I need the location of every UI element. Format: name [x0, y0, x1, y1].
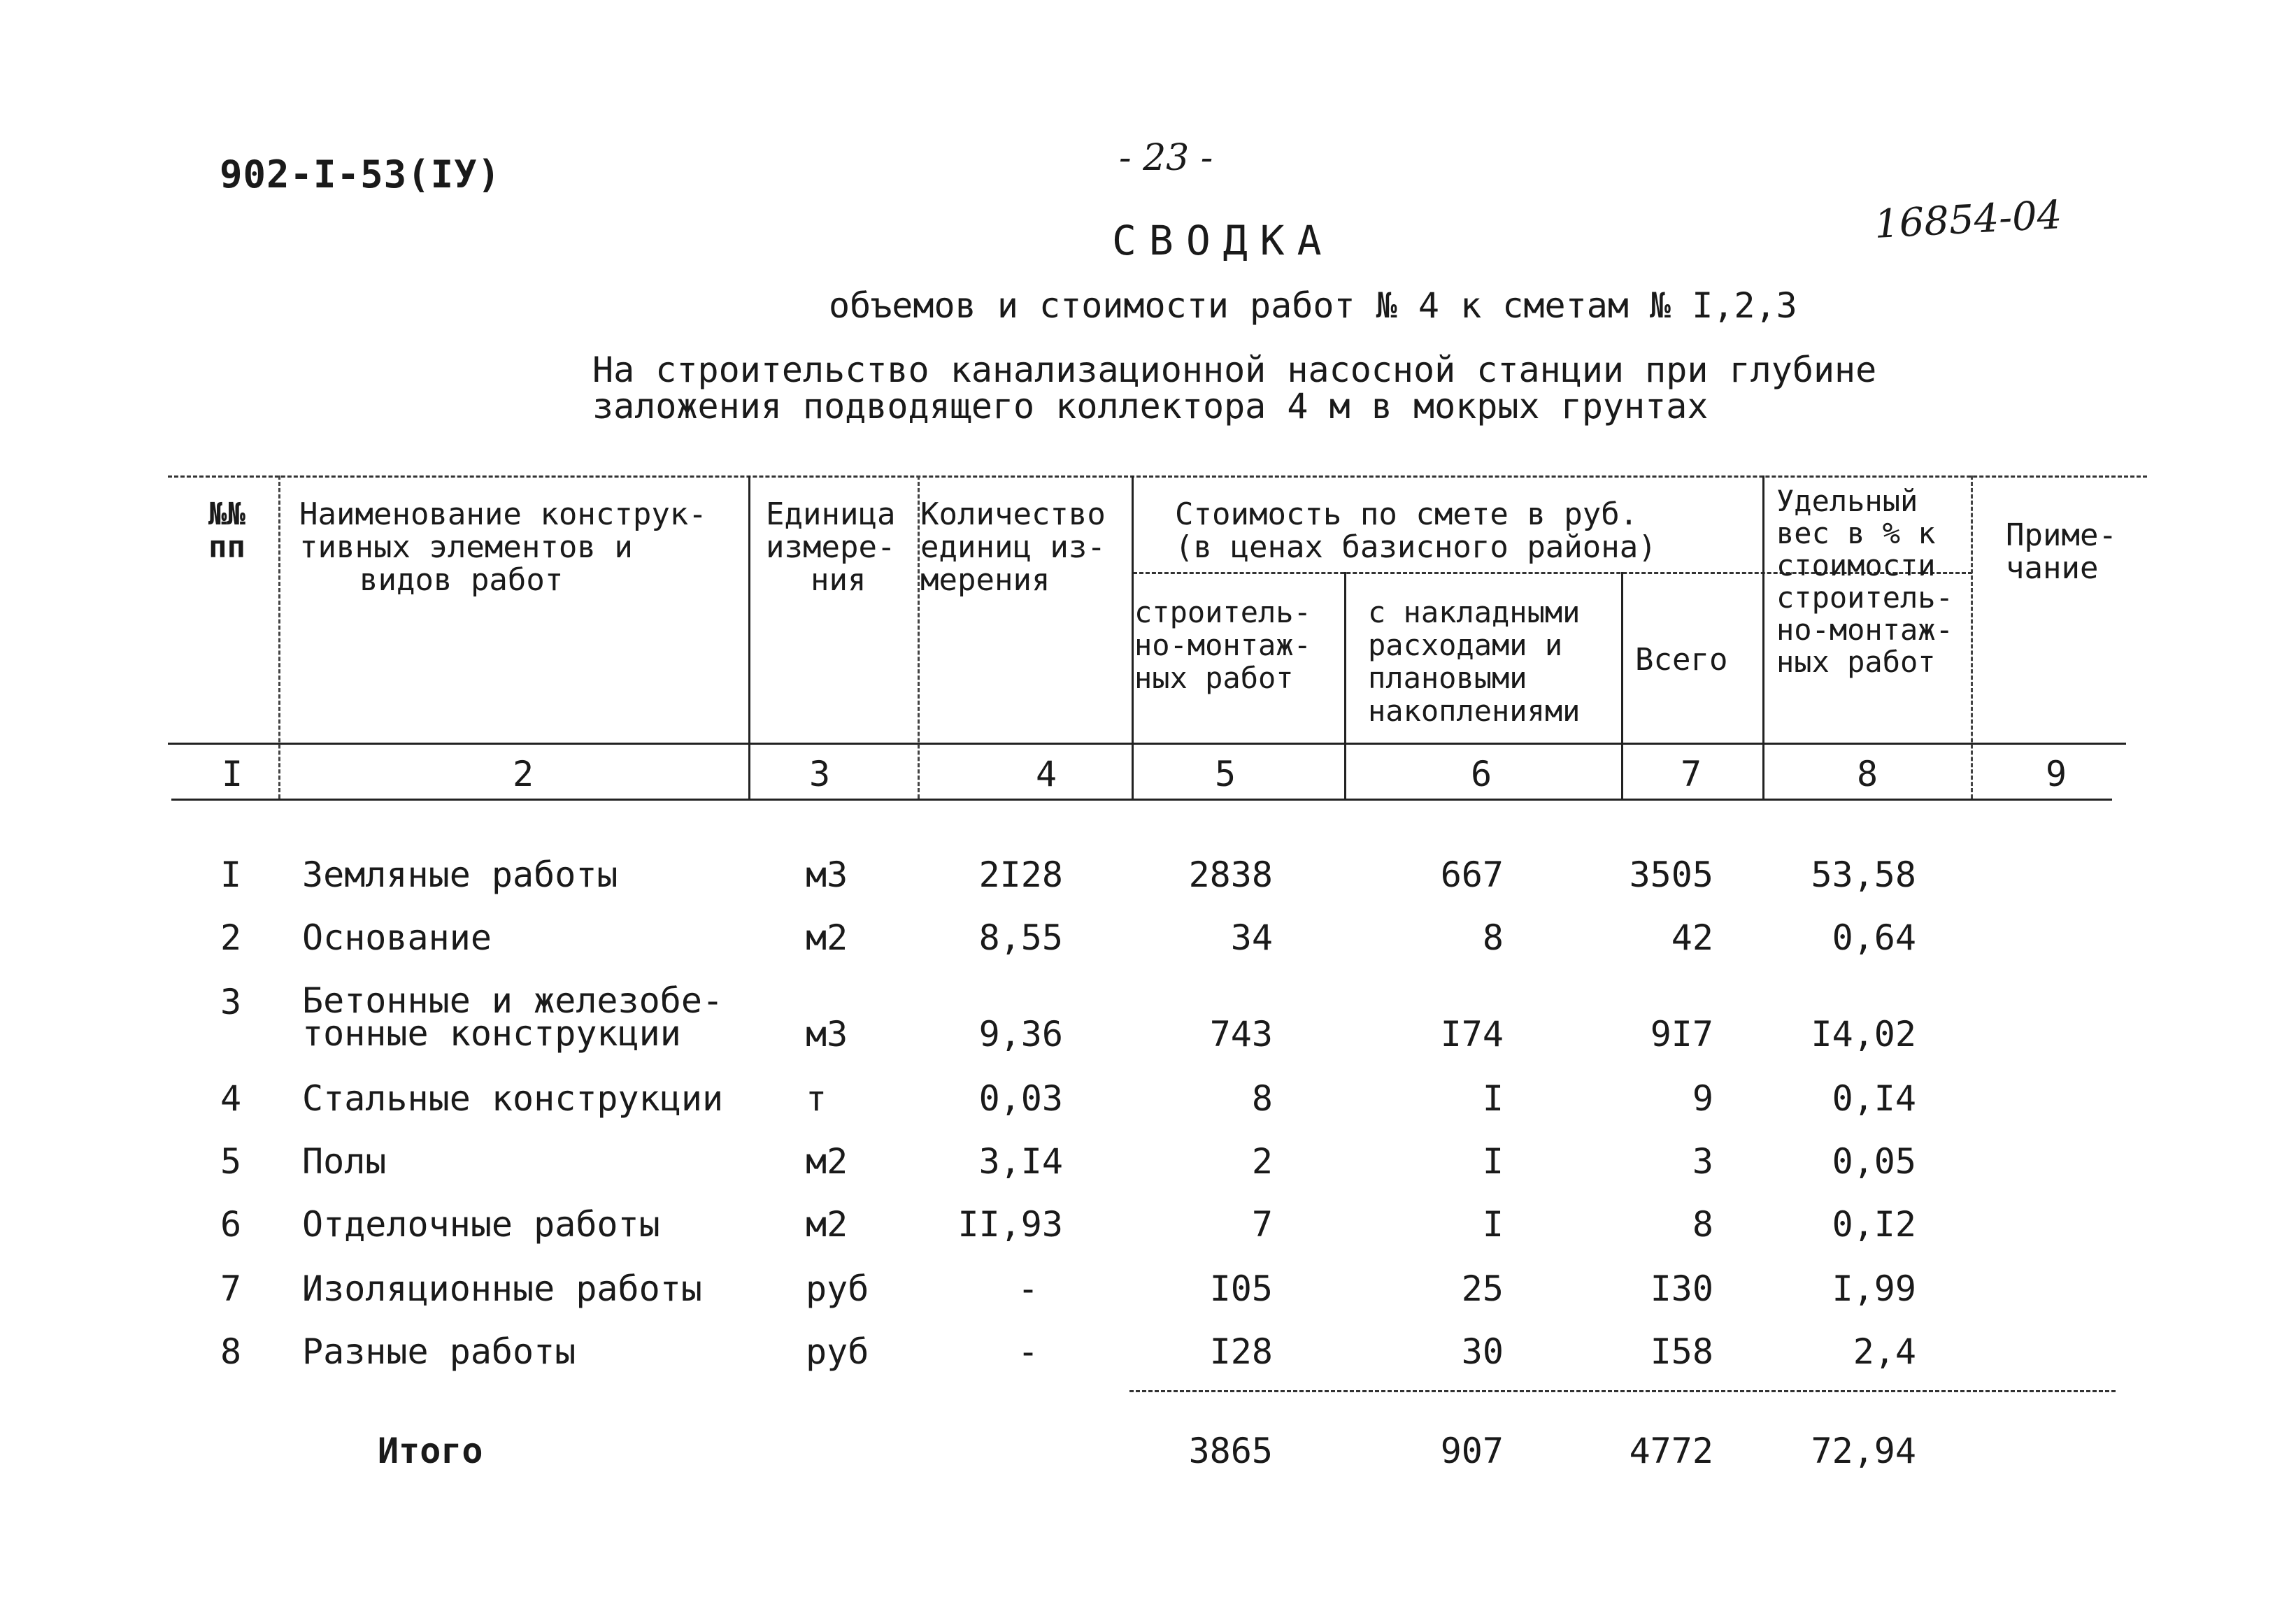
table-row-qty: II,93 [957, 1204, 1063, 1245]
table-row-unit: м2 [806, 1204, 848, 1245]
col-number-5: 5 [1214, 754, 1236, 794]
col-divider-2 [748, 475, 750, 799]
column-numbers-rule [171, 799, 2112, 801]
col-number-6: 6 [1470, 754, 1492, 794]
document-subtitle: объемов и стоимости работ № 4 к сметам № I,2,3 [829, 285, 1797, 326]
handwritten-note: 16854-04 [1873, 192, 2063, 248]
table-top-rule [168, 475, 2147, 478]
header-qty: Количество единиц из- мерения [920, 496, 1106, 598]
col-divider-5 [1344, 572, 1346, 799]
table-row-total: 42 [1671, 917, 1713, 958]
table-row-name: Отделочные работы [302, 1204, 660, 1245]
header-bottom-rule [168, 743, 2126, 745]
table-row-unit: руб [806, 1268, 869, 1309]
table-row-num: 5 [220, 1141, 242, 1182]
header-num: №№ пп [208, 496, 245, 565]
col-divider-6 [1621, 572, 1623, 799]
table-row-total: 9I7 [1650, 1014, 1713, 1054]
header-cost-overhead: с накладными расходами и плановыми накоплениями [1368, 595, 1581, 728]
header-cost-total: Всего [1635, 642, 1728, 678]
table-row-qty: 9,36 [978, 1014, 1063, 1054]
table-row-num: 8 [220, 1331, 242, 1372]
col-number-3: 3 [808, 754, 831, 794]
table-row-num: 4 [220, 1078, 242, 1119]
document-title: СВОДКА [1112, 217, 1334, 264]
table-row-qty: - [1017, 1268, 1039, 1309]
table-row-num: 6 [220, 1204, 242, 1245]
table-row-weight: 53,58 [1811, 854, 1916, 895]
table-row-smr: 2 [1251, 1141, 1273, 1182]
total-weight: 72,94 [1811, 1431, 1916, 1471]
col-number-1: I [221, 754, 243, 794]
header-note: Приме- чание [2006, 517, 2117, 586]
table-row-overhead: I [1482, 1204, 1504, 1245]
header-cost-group: Стоимость по смете в руб. (в ценах базисного района) [1175, 496, 1657, 565]
total-smr: 3865 [1188, 1431, 1273, 1471]
table-row-overhead: 667 [1440, 854, 1504, 895]
table-row-unit: м2 [806, 917, 848, 958]
table-row-smr: 34 [1230, 917, 1273, 958]
table-row-overhead: I [1482, 1141, 1504, 1182]
table-row-qty: 2I28 [978, 854, 1063, 895]
table-row-unit: руб [806, 1331, 869, 1372]
table-row-total: 3505 [1629, 854, 1713, 895]
col-divider-7 [1762, 475, 1764, 799]
table-row-qty: 8,55 [978, 917, 1063, 958]
table-row-name: Бетонные и железобе- тонные конструкции [302, 980, 724, 1054]
document-code: 902-I-53(IУ) [220, 152, 501, 196]
table-row-total: I58 [1650, 1331, 1713, 1372]
table-row-smr: 8 [1251, 1078, 1273, 1119]
table-row-overhead: 8 [1482, 917, 1504, 958]
table-row-num: 2 [220, 917, 242, 958]
table-row-weight: 0,64 [1832, 917, 1916, 958]
table-row-name: Изоляционные работы [302, 1268, 702, 1309]
table-row-smr: I28 [1209, 1331, 1273, 1372]
table-row-unit: м3 [806, 1014, 848, 1054]
total-total: 4772 [1629, 1431, 1713, 1471]
table-row-qty: - [1017, 1331, 1039, 1372]
header-weight: Удельный вес в % к стоимости строитель- но-монтаж- ных работ [1776, 484, 1953, 679]
page-number: - 23 - [1119, 137, 1213, 179]
header-cost-smr: строитель- но-монтаж- ных работ [1134, 595, 1311, 695]
col-number-7: 7 [1680, 754, 1702, 794]
col-divider-4 [1132, 475, 1134, 799]
table-row-total: 8 [1692, 1204, 1713, 1245]
table-row-total: 3 [1692, 1141, 1713, 1182]
table-row-name: Полы [302, 1141, 387, 1182]
table-row-overhead: 25 [1461, 1268, 1504, 1309]
table-row-overhead: I74 [1440, 1014, 1504, 1054]
table-row-weight: 2,4 [1853, 1331, 1916, 1372]
table-row-num: 3 [220, 982, 242, 1022]
table-row-weight: 0,I2 [1832, 1204, 1916, 1245]
col-divider-1 [278, 475, 280, 799]
table-row-overhead: I [1482, 1078, 1504, 1119]
table-row-unit: т [806, 1078, 827, 1119]
table-row-overhead: 30 [1461, 1331, 1504, 1372]
table-row-total: I30 [1650, 1268, 1713, 1309]
col-number-9: 9 [2045, 754, 2067, 794]
col-divider-8 [1971, 475, 1973, 799]
table-row-num: 7 [220, 1268, 242, 1309]
table-row-name: Разные работы [302, 1331, 576, 1372]
table-row-num: I [220, 854, 242, 895]
col-number-4: 4 [1035, 754, 1057, 794]
table-row-name: Основание [302, 917, 492, 958]
table-row-smr: 743 [1209, 1014, 1273, 1054]
header-name: Наименование конструк- тивных элементов и видов работ [299, 496, 707, 598]
table-row-name: Земляные работы [302, 854, 618, 895]
total-label: Итого [378, 1431, 483, 1471]
table-row-smr: 7 [1251, 1204, 1273, 1245]
table-row-name: Стальные конструкции [302, 1078, 724, 1119]
description-line-1: На строительство канализационной насосной станции при глубине [592, 350, 1877, 390]
table-row-unit: м2 [806, 1141, 848, 1182]
table-row-weight: 0,I4 [1832, 1078, 1916, 1119]
header-unit: Единица измере- ния [766, 496, 896, 598]
total-separator-rule [1129, 1390, 2116, 1392]
table-row-unit: м3 [806, 854, 848, 895]
description-line-2: заложения подводящего коллектора 4 м в мокрых грунтах [592, 386, 1709, 427]
table-row-total: 9 [1692, 1078, 1713, 1119]
col-number-8: 8 [1856, 754, 1878, 794]
table-row-smr: I05 [1209, 1268, 1273, 1309]
col-divider-3 [918, 475, 920, 799]
table-row-weight: 0,05 [1832, 1141, 1916, 1182]
table-row-weight: I4,02 [1811, 1014, 1916, 1054]
table-row-qty: 0,03 [978, 1078, 1063, 1119]
table-row-qty: 3,I4 [978, 1141, 1063, 1182]
total-overhead: 907 [1440, 1431, 1504, 1471]
table-row-weight: I,99 [1832, 1268, 1916, 1309]
col-number-2: 2 [512, 754, 534, 794]
table-row-smr: 2838 [1188, 854, 1273, 895]
